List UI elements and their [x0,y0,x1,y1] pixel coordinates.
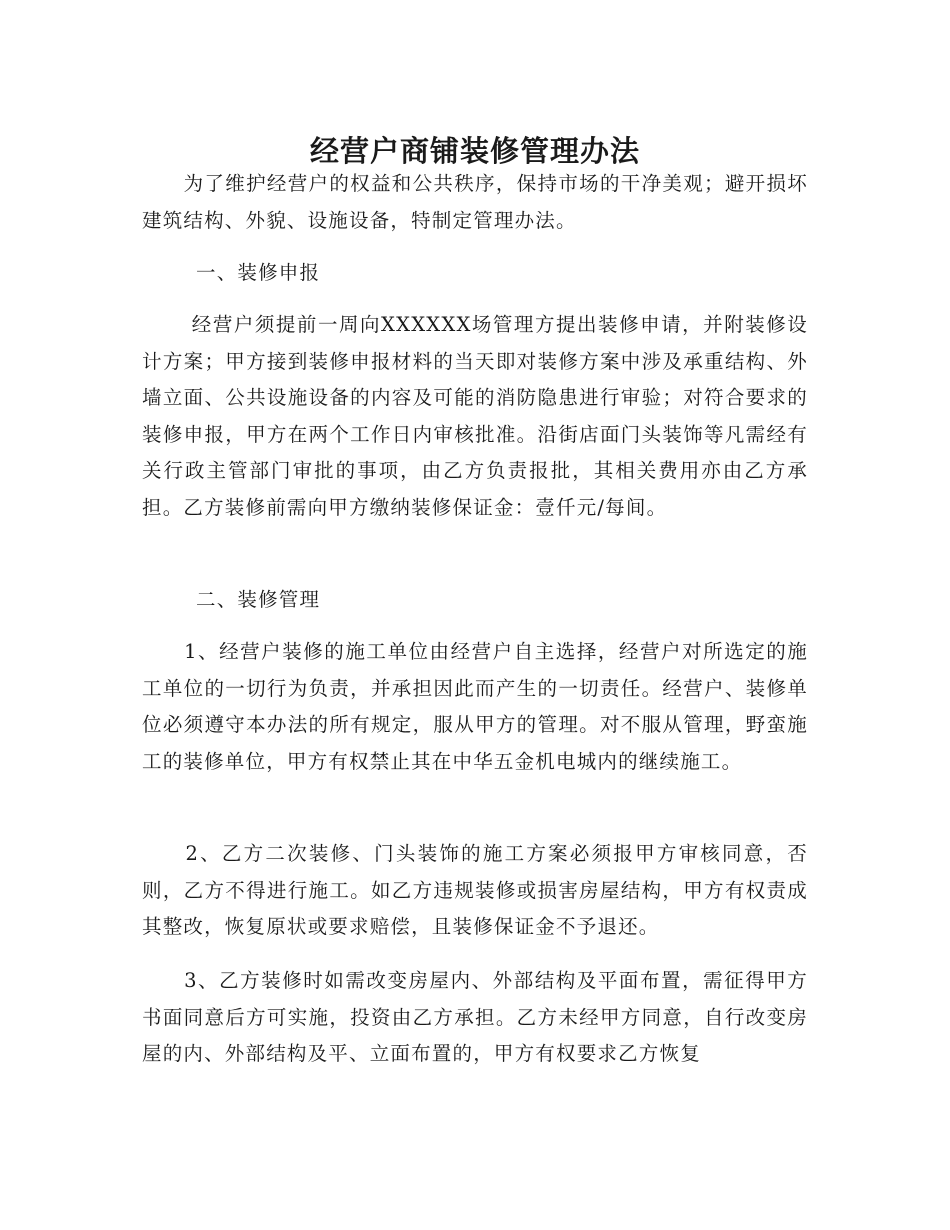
list-item-rule-2: 2、乙方二次装修、门头装饰的施工方案必须报甲方审核同意，否则，乙方不得进行施工。如乙方违规装修或损害房屋结构，甲方有权责成其整改，恢复原状或要求赔偿，且装修保证金不予退还。 [142,842,808,938]
section-heading-management: 二、装修管理 [196,588,321,611]
list-item-rule-1: 1、经营户装修的施工单位由经营户自主选择，经营户对所选定的施工单位的一切行为负责，并承担因此而产生的一切责任。经营户、装修单位必须遵守本办法的所有规定，服从甲方的管理。对不服从管理，野蛮施工的装修单位，甲方有权禁止其在中华五金机电城内的继续施工。 [142,640,808,773]
list-item-rule-3: 3、乙方装修时如需改变房屋内、外部结构及平面布置，需征得甲方书面同意后方可实施，投资由乙方承担。乙方未经甲方同意，自行改变房屋的内、外部结构及平、立面布置的，甲方有权要求乙方恢复 [142,969,808,1065]
intro-paragraph: 为了维护经营户的权益和公共秩序，保持市场的干净美观；避开损坏建筑结构、外貌、设施设备，特制定管理办法。 [142,172,808,232]
page-title: 经营户商铺装修管理办法 [309,134,640,169]
section-body-application: 经营户须提前一周向XXXXXX场管理方提出装修申请，并附装修设计方案；甲方接到装修申报材料的当天即对装修方案中涉及承重结构、外墙立面、公共设施设备的内容及可能的消防隐患进行审验；对符合要求的装修申报，甲方在两个工作日内审核批准。沿街店面门头装饰等凡需经有关行政主管部门审批的事项，由乙方负责报批，其相关费用亦由乙方承担。乙方装修前需向甲方缴纳装修保证金：壹仟元/每间。 [142,313,808,519]
section-heading-application: 一、装修申报 [196,261,321,284]
